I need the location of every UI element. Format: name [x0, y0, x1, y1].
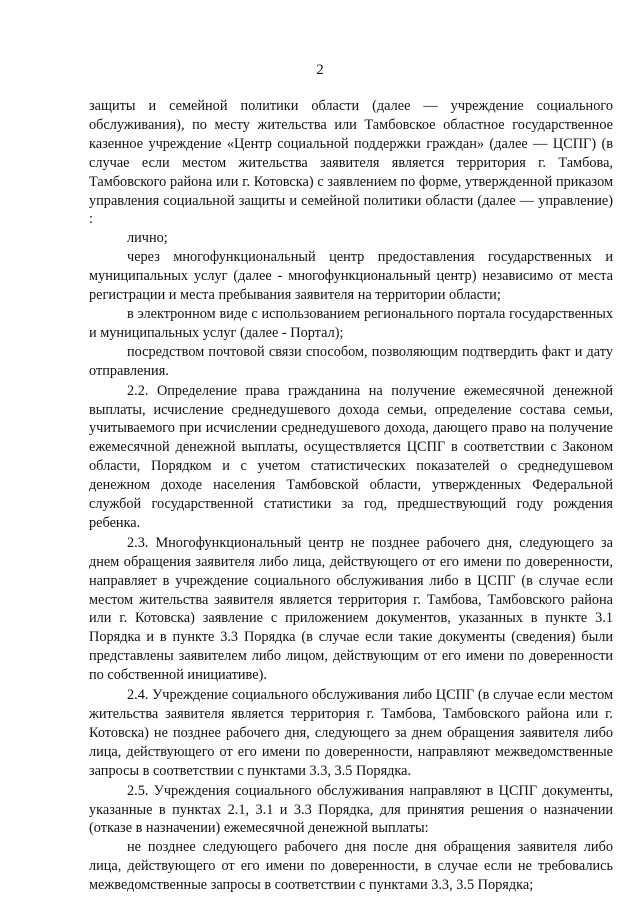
- paragraph-2-4: 2.4. Учреждение социального обслуживания либо ЦСПГ (в случае если местом жительства заявителя является территория г. Тамбова, Тамбовского района или г. Котовска) не позднее рабочего дня, следующего за днем обращения заявителя либо лица, действующего от его имени по доверенности, направляют межведомственные запросы в соответствии с пунктами 3.3, 3.5 Порядка.: [89, 687, 613, 779]
- paragraph-2-5: 2.5. Учреждения социального обслуживания направляют в ЦСПГ документы, указанные в пунктах 2.1, 3.1 и 3.3 Порядка, для принятия решения о назначении (отказе в назначении) ежемесячной денежной выплаты:: [89, 782, 613, 837]
- paragraph-deadline: не позднее следующего рабочего дня после дня обращения заявителя либо лица, действующего от его имени по доверенности, в случае если не требовались межведомственные запросы в соответствии с пунктами 3.3, 3.5 Порядка;: [89, 839, 613, 894]
- paragraph-mfc: через многофункциональный центр предоставления государственных и муниципальных услуг (далее - многофункциональный центр) независимо от места регистрации и места пребывания заявителя на территории области;: [89, 249, 613, 304]
- document-body: [89, 97, 613, 895]
- paragraph-continuation: защиты и семейной политики области (далее — учреждение социального обслуживания), по месту жительства или Тамбовское областное государственное казенное учреждение «Центр социальной поддержки граждан» (далее — ЦСПГ) (в случае если местом жительства заявителя является территория г. Тамбова, Тамбовского района или г. Котовска) с заявлением по форме, утвержденной приказом управления социальной защиты и семейной политики области (далее — управление) :: [89, 98, 613, 228]
- page-number: 2: [316, 62, 324, 78]
- paragraph-2-2: 2.2. Определение права гражданина на получение ежемесячной денежной выплаты, исчисление среднедушевого дохода семьи, определение состава семьи, учитываемого при исчислении среднедушевого дохода, дающего право на получение ежемесячной денежной выплаты, осуществляется ЦСПГ в соответствии с Законом области, Порядком и с учетом статистических показателей о среднедушевом денежном доходе населения Тамбовской области, утвержденных Федеральной службой государственной статистики за год, предшествующий году рождения ребенка.: [89, 382, 613, 531]
- paragraph-postal: посредством почтовой связи способом, позволяющим подтвердить факт и дату отправления.: [89, 343, 613, 379]
- paragraph-in-person: лично;: [127, 230, 168, 247]
- paragraph-2-3: 2.3. Многофункциональный центр не позднее рабочего дня, следующего за днем обращения заявителя либо лица, действующего от его имени по доверенности, направляет в учреждение социального обслуживания либо в ЦСПГ (в случае если местом жительства заявителя является территория г. Тамбова, Тамбовского района или г. Котовска) заявление с приложением документов, указанных в пункте 3.1 Порядка и в пункте 3.3 Порядка (в случае если такие документы (сведения) были представлены заявителем либо лицом, действующим от его имени по доверенности по собственной инициативе).: [89, 534, 613, 684]
- paragraph-electronic: в электронном виде с использованием регионального портала государственных и муниципальных услуг (далее - Портал);: [89, 305, 613, 341]
